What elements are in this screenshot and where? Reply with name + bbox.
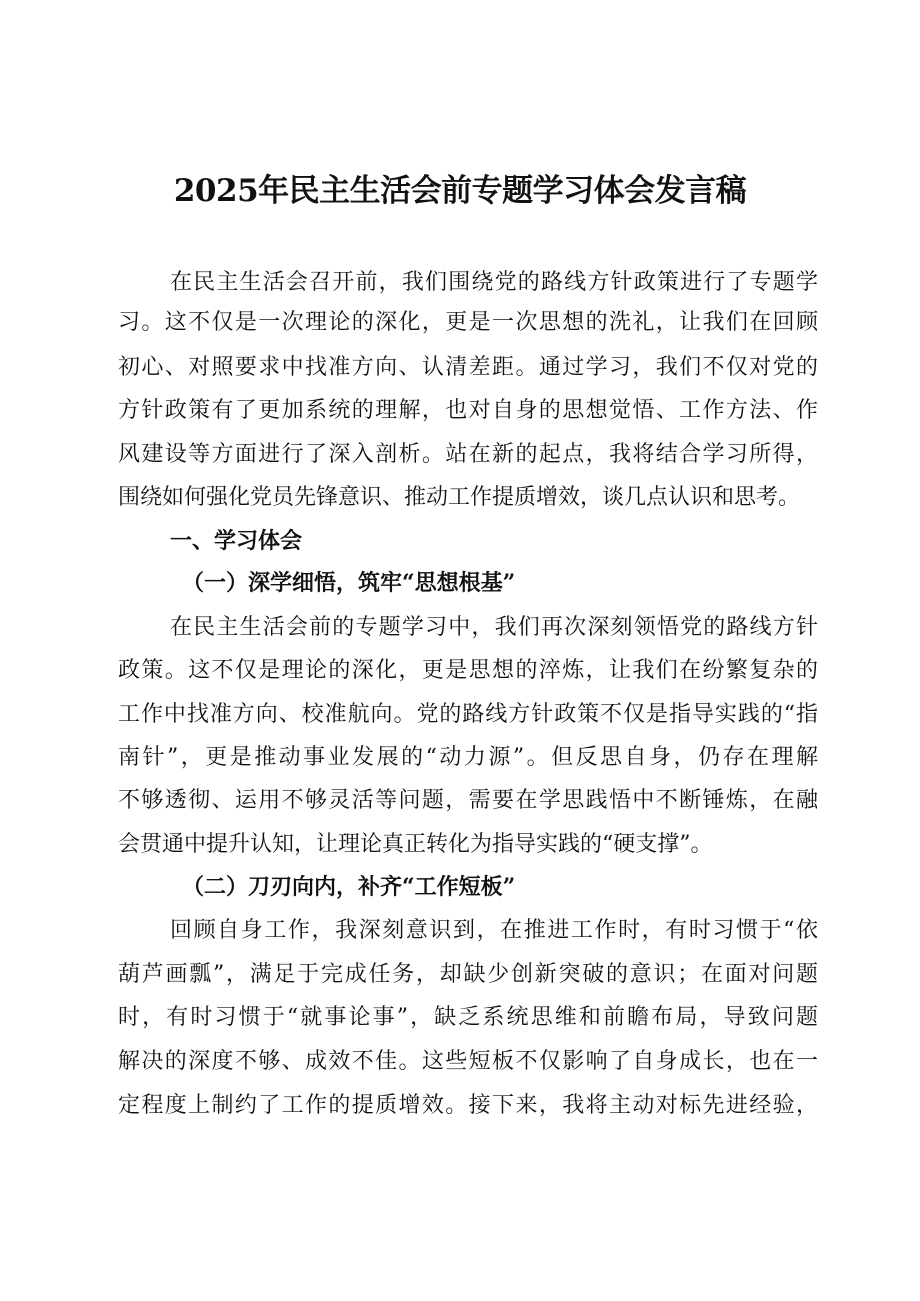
sub2-line-2: 葫芦画瓢”，满足于完成任务，却缺少创新突破的意识；在面对问题 [118, 962, 818, 987]
sub2-line-5: 定程度上制约了工作的提质增效。接下来，我将主动对标先进经验， [118, 1093, 818, 1118]
intro-line-1: 在民主生活会召开前，我们围绕党的路线方针政策进行了专题学 [170, 270, 818, 295]
sub1-line-5: 不够透彻、运用不够灵活等问题，需要在学思践悟中不断锤炼，在融 [118, 788, 818, 813]
subsection-heading-1: （一）深学细悟，筑牢“思想根基” [182, 570, 516, 596]
intro-line-6: 围绕如何强化党员先锋意识、推动工作提质增效，谈几点认识和思考。 [118, 485, 801, 510]
sub1-line-2: 政策。这不仅是理论的深化，更是思想的淬炼，让我们在纷繁复杂的 [118, 658, 818, 683]
document-title: 2025年民主生活会前专题学习体会发言稿 [173, 173, 747, 209]
sub1-line-4: 南针”，更是推动事业发展的“动力源”。但反思自身，仍存在理解 [118, 745, 818, 770]
sub1-line-6: 会贯通中提升认知，让理论真正转化为指导实践的“硬支撑”。 [118, 832, 713, 857]
sub2-line-4: 解决的深度不够、成效不佳。这些短板不仅影响了自身成长，也在一 [118, 1049, 818, 1074]
intro-line-2: 习。这不仅是一次理论的深化，更是一次思想的洗礼，让我们在回顾 [118, 310, 818, 335]
sub1-line-3: 工作中找准方向、校准航向。党的路线方针政策不仅是指导实践的“指 [118, 702, 818, 727]
intro-line-5: 风建设等方面进行了深入剖析。站在新的起点，我将结合学习所得， [118, 442, 818, 467]
section-heading-1: 一、学习体会 [170, 528, 303, 554]
sub2-line-1: 回顾自身工作，我深刻意识到，在推进工作时，有时习惯于“依 [170, 918, 818, 943]
subsection-heading-2: （二）刀刃向内，补齐“工作短板” [182, 874, 516, 900]
sub2-line-3: 时，有时习惯于“就事论事”，缺乏系统思维和前瞻布局，导致问题 [118, 1005, 818, 1030]
sub1-line-1: 在民主生活会前的专题学习中，我们再次深刻领悟党的路线方针 [170, 615, 818, 640]
intro-line-3: 初心、对照要求中找准方向、认清差距。通过学习，我们不仅对党的 [118, 355, 818, 380]
intro-line-4: 方针政策有了更加系统的理解，也对自身的思想觉悟、工作方法、作 [118, 398, 818, 423]
